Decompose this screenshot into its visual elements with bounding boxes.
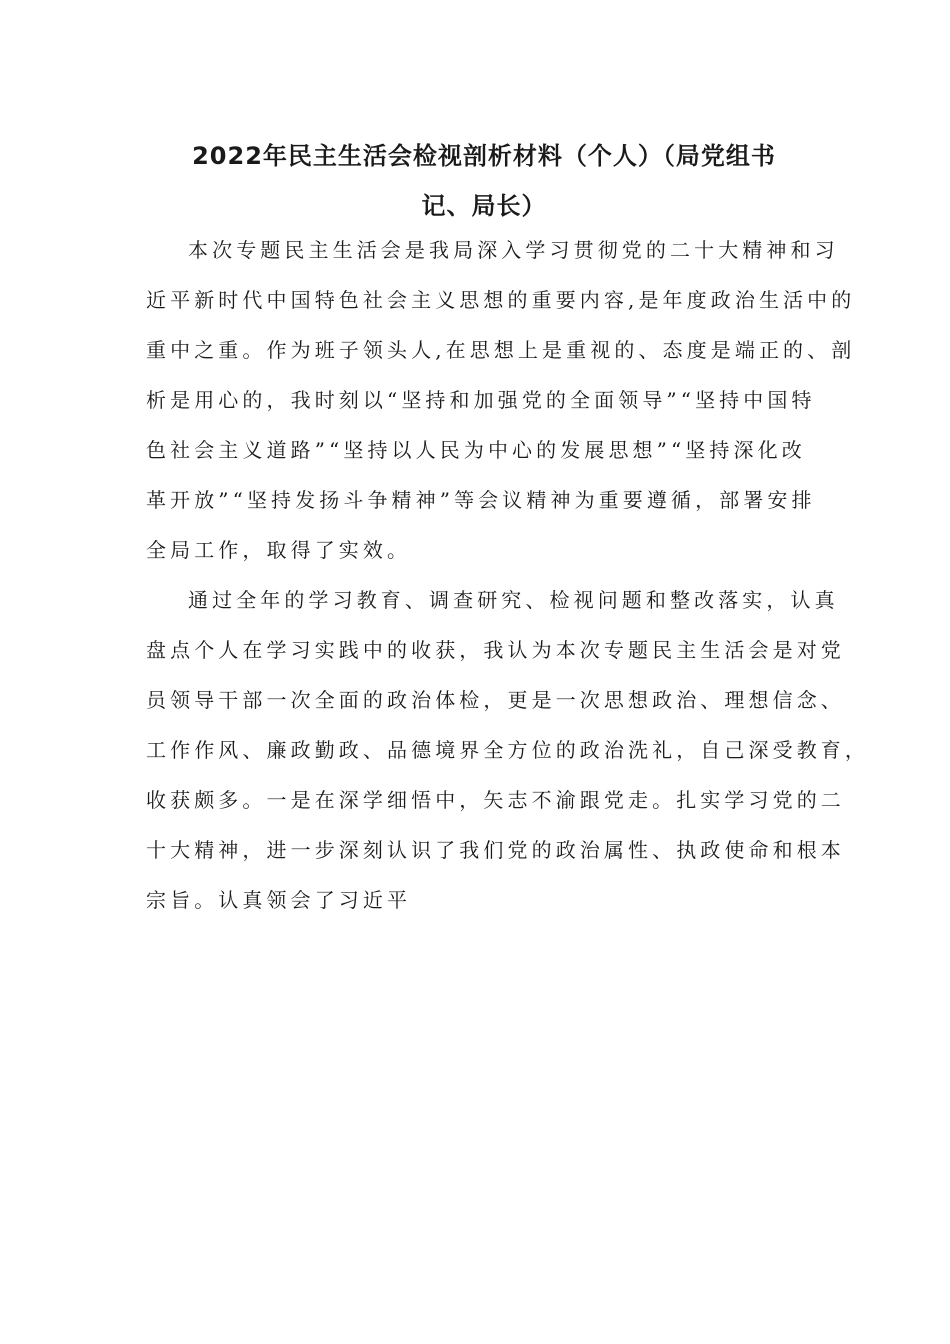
document-title-line-2: 记、局长） [421,192,547,220]
paragraph-line: 全局工作，取得了实效。 [146,538,412,562]
paragraph-line: 收获颇多。一是在深学细悟中，矢志不渝跟党走。扎实学习党的二 [146,788,845,812]
paragraph-line: 革开放”“坚持发扬斗争精神”等会议精神为重要遵循，部署安排 [146,488,816,512]
paragraph-line: 重中之重。作为班子领头人,在思想上是重视的、态度是端正的、剖 [146,338,856,362]
paragraph-line: 本次专题民主生活会是我局深入学习贯彻党的二十大精神和习 [188,238,839,262]
paragraph-line: 析是用心的，我时刻以“坚持和加强党的全面领导”“坚持中国特 [146,388,816,412]
paragraph-line: 宗旨。认真领会了习近平 [146,888,412,912]
paragraph-line: 色社会主义道路”“坚持以人民为中心的发展思想”“坚持深化改 [146,438,806,462]
paragraph-line: 近平新时代中国特色社会主义思想的重要内容,是年度政治生活中的 [146,288,856,312]
paragraph-line: 工作作风、廉政勤政、品德境界全方位的政治洗礼，自己深受教育， [146,738,869,762]
paragraph-line: 通过全年的学习教育、调查研究、检视问题和整改落实，认真 [188,588,839,612]
paragraph-line: 盘点个人在学习实践中的收获，我认为本次专题民主生活会是对党 [146,638,845,662]
document-title-line-1: 2022年民主生活会检视剖析材料（个人）（局党组书 [192,142,776,170]
paragraph-line: 员领导干部一次全面的政治体检，更是一次思想政治、理想信念、 [146,688,845,712]
paragraph-line: 十大精神，进一步深刻认识了我们党的政治属性、执政使命和根本 [146,838,845,862]
